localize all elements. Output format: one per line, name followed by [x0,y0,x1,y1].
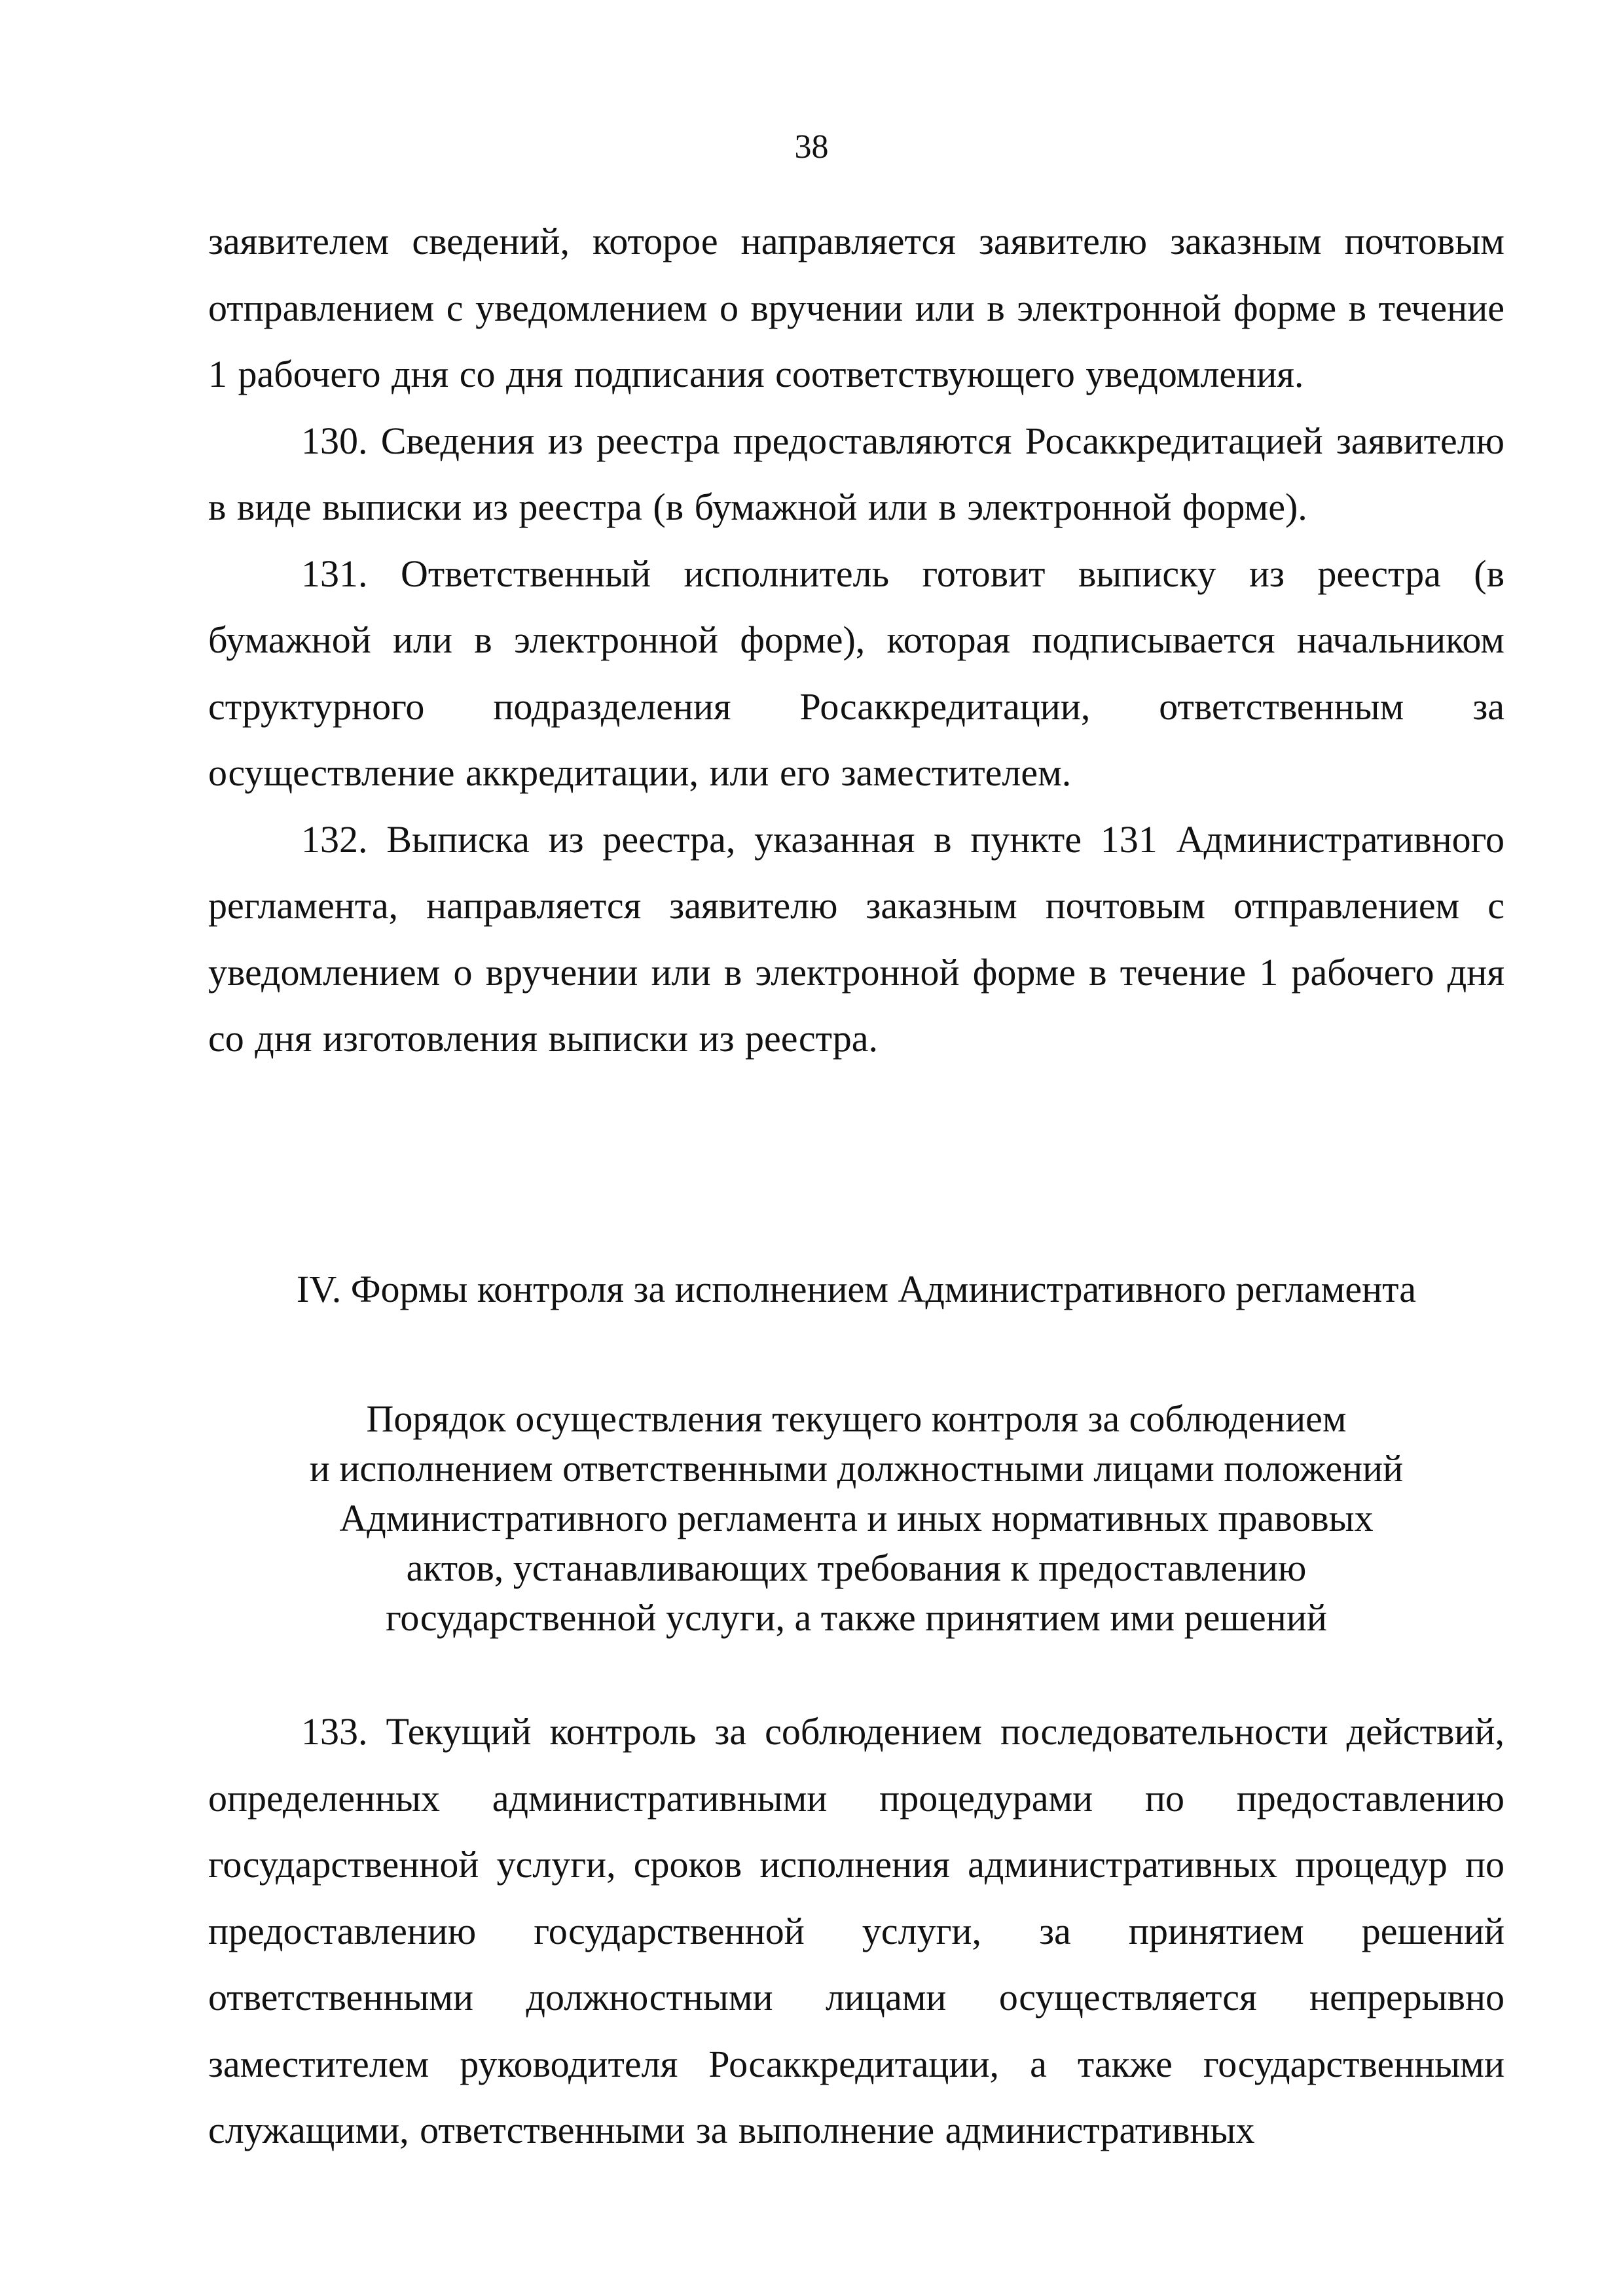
subsection-heading-line: государственной услуги, а также принятием ими решений [386,1596,1327,1639]
paragraph-132: 132. Выписка из реестра, указанная в пункте 131 Административного регламента, направляется заявителю заказным почтовым отправлением с уведомлением о вручении или в электронной форме в течение 1 рабочего дня со дня изготовления выписки из реестра. [208,817,1504,1060]
body-text-top [208,208,1504,1072]
section-heading: IV. Формы контроля за исполнением Административного регламента [297,1268,1416,1310]
page-number: 38 [794,128,829,166]
paragraph-131: 131. Ответственный исполнитель готовит выписку из реестра (в бумажной или в электронной форме), которая подписывается начальником структурного подразделения Росаккредитации, ответственным за осуществление аккредитации, или его заместителем. [208,552,1504,794]
body-text-bottom [208,1698,1504,2164]
subsection-heading-line: Порядок осуществления текущего контроля за соблюдением [366,1397,1347,1440]
subsection-heading-line: и исполнением ответственными должностными лицами положений [309,1447,1404,1490]
subsection-heading-line: актов, устанавливающих требования к предоставлению [406,1547,1307,1589]
subsection-heading [208,1394,1504,1643]
paragraph-133: 133. Текущий контроль за соблюдением последовательности действий, определенных административными процедурами по предоставлению государственной услуги, сроков исполнения административных процедур по предоставлению государственной услуги, за принятием решений ответственными должностными лицами осуществляется непрерывно заместителем руководителя Росаккредитации, а также государственными служащими, ответственными за выполнение административных [208,1710,1504,2151]
paragraph-130: 130. Сведения из реестра предоставляются Росаккредитацией заявителю в виде выписки из реестра (в бумажной или в электронной форме). [208,419,1504,528]
paragraph-continuation: заявителем сведений, которое направляется заявителю заказным почтовым отправлением с уведомлением о вручении или в электронной форме в течение 1 рабочего дня со дня подписания соответствующего уведомления. [208,220,1504,395]
subsection-heading-line: Административного регламента и иных нормативных правовых [339,1497,1374,1539]
